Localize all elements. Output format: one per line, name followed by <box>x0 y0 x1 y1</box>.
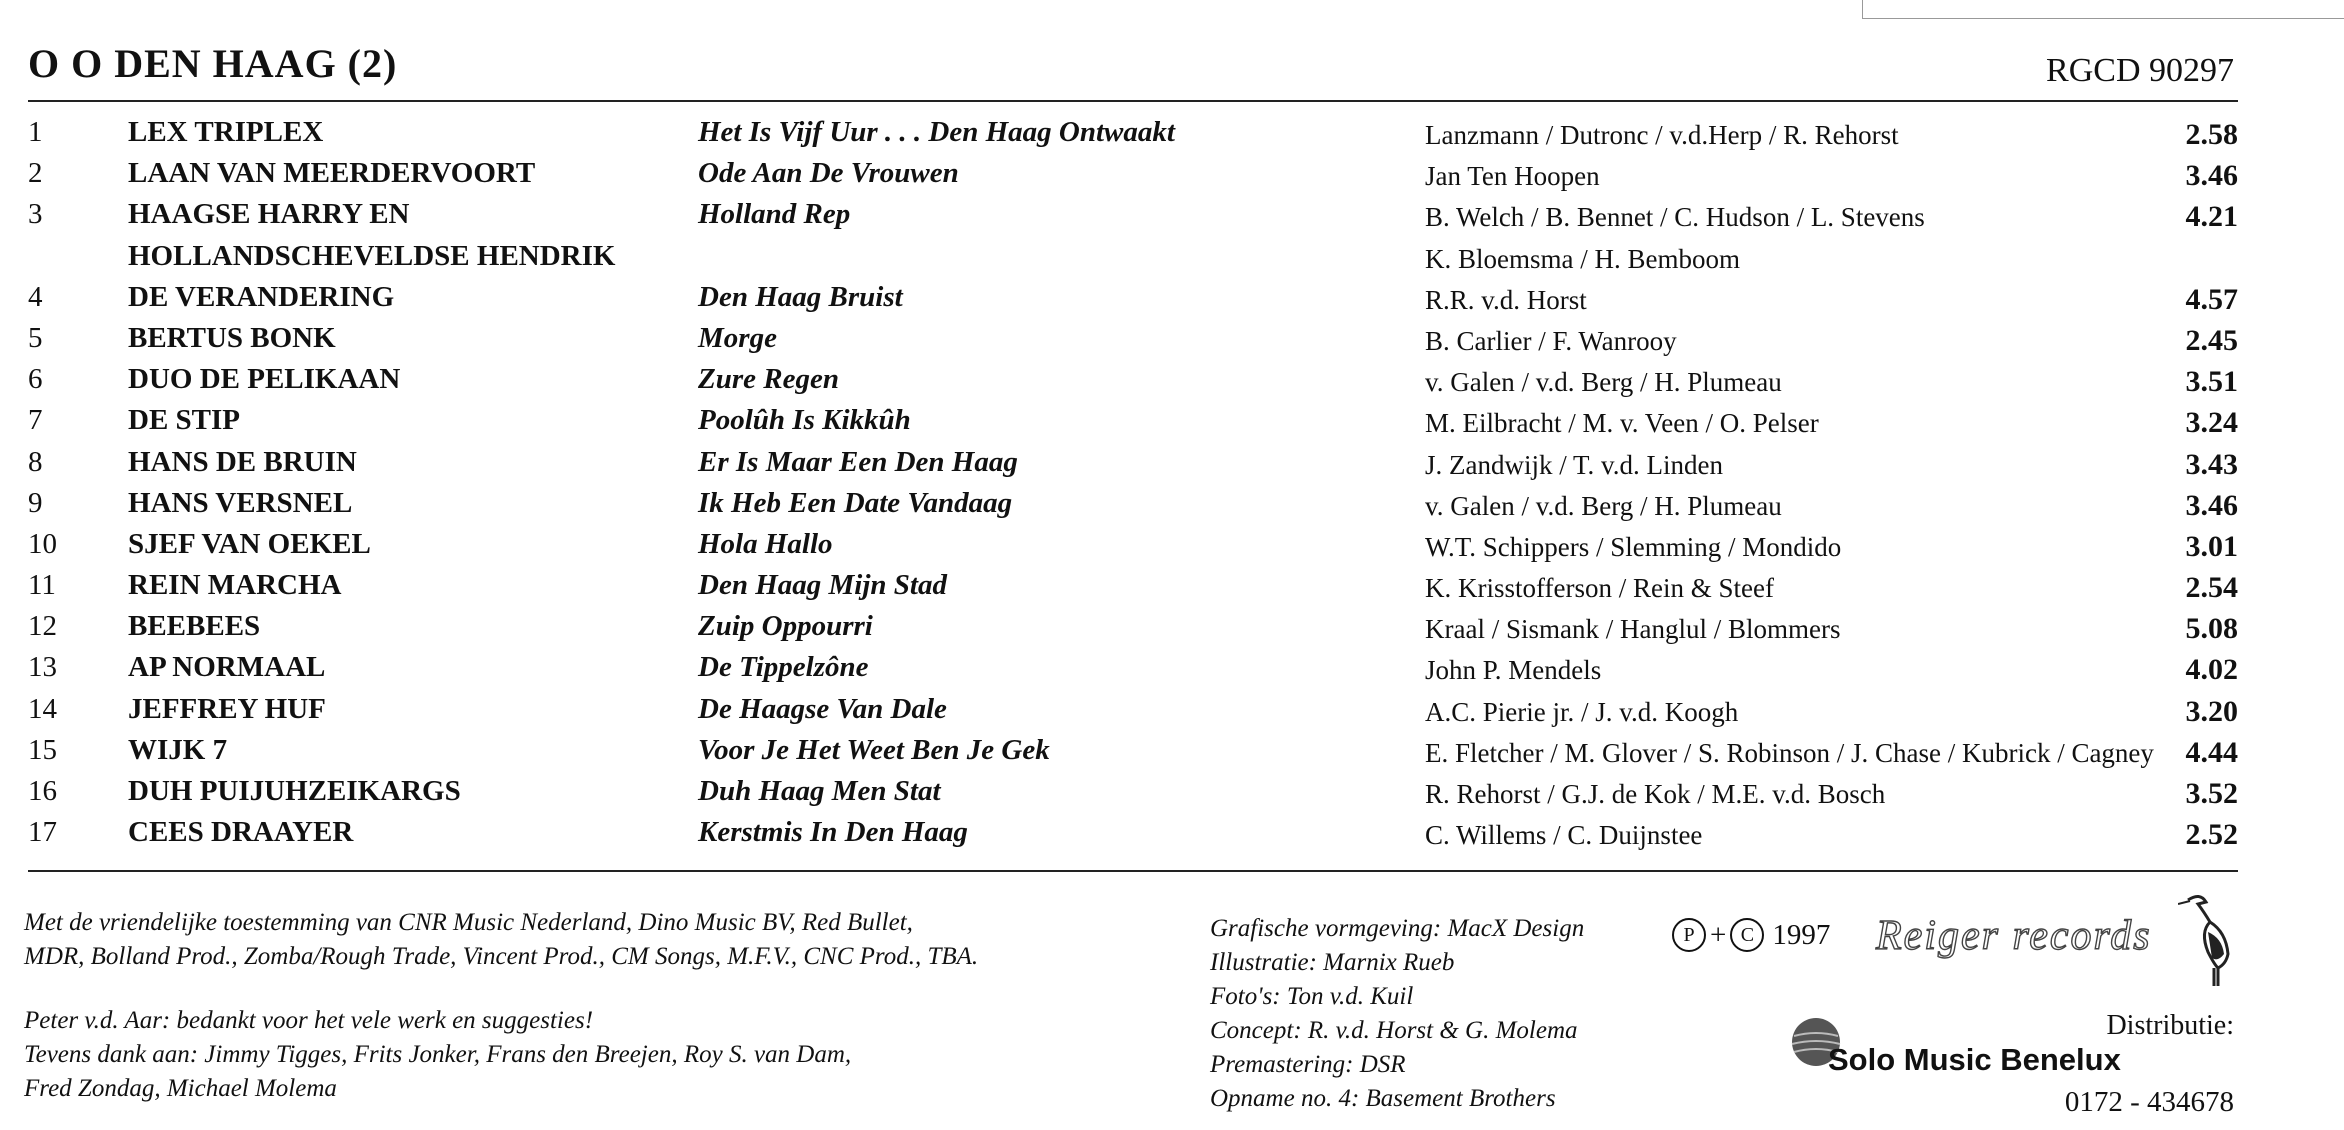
track-title: Den Haag Mijn Stad <box>698 569 947 602</box>
track-title: Morge <box>698 321 777 354</box>
track-row <box>0 483 2344 524</box>
track-writers: M. Eilbracht / M. v. Veen / O. Pelser <box>1425 408 1819 439</box>
track-artist: LEX TRIPLEX <box>128 116 324 148</box>
track-writers: Lanzmann / Dutronc / v.d.Herp / R. Rehorst <box>1425 120 1899 150</box>
album-title: O O DEN HAAG (2) <box>28 41 398 86</box>
track-number: 6 <box>28 363 43 396</box>
track-artist: DE VERANDERING <box>128 280 395 313</box>
track-number: 1 <box>28 116 43 148</box>
track-row <box>0 565 2344 606</box>
track-number: 4 <box>28 280 43 313</box>
track-number: 10 <box>28 527 57 560</box>
track-writers: K. Bloemsma / H. Bemboom <box>1425 243 1740 274</box>
track-writers: Jan Ten Hoopen <box>1425 161 1600 192</box>
tracklist <box>0 112 2344 853</box>
track-writers: R. Rehorst / G.J. de Kok / M.E. v.d. Bosch <box>1425 779 1886 809</box>
copyright-symbol: C <box>1730 918 1764 952</box>
track-title: Ik Heb Een Date Vandaag <box>698 486 1013 519</box>
track-row <box>0 812 2344 853</box>
track-title: Zuip Oppourri <box>698 610 873 643</box>
track-number: 2 <box>28 157 43 190</box>
track-row <box>0 236 2344 277</box>
track-row <box>0 194 2344 235</box>
track-artist: DUH PUIJUHZEIKARGS <box>128 775 461 807</box>
track-artist: HANS VERSNEL <box>128 486 353 519</box>
track-duration: 3.43 <box>2185 447 2238 481</box>
track-writers: C. Willems / C. Duijnstee <box>1425 820 1703 851</box>
track-duration: 5.08 <box>2185 612 2238 646</box>
track-duration: 2.58 <box>2185 118 2238 151</box>
track-artist: LAAN VAN MEERDERVOORT <box>128 157 536 190</box>
track-title: Het Is Vijf Uur . . . Den Haag Ontwaakt <box>698 116 1175 148</box>
track-duration: 4.21 <box>2185 200 2238 234</box>
track-writers: J. Zandwijk / T. v.d. Linden <box>1425 449 1723 480</box>
track-row <box>0 359 2344 400</box>
track-artist: DE STIP <box>128 404 241 437</box>
track-title: Poolûh Is Kikkûh <box>698 404 911 437</box>
track-number: 9 <box>28 486 43 519</box>
track-writers: v. Galen / v.d. Berg / H. Plumeau <box>1425 367 1782 398</box>
design-credit-line: Opname no. 4: Basement Brothers <box>1210 1085 1556 1112</box>
track-title: Er Is Maar Een Den Haag <box>698 445 1018 478</box>
track-row <box>0 442 2344 483</box>
distributor-phone: 0172 - 434678 <box>2064 1086 2234 1118</box>
permission-line: Met de vriendelijke toestemming van CNR Music Nederland, Dino Music BV, Red Bullet, <box>24 909 913 936</box>
design-credit-line: Illustratie: Marnix Rueb <box>1210 949 1455 976</box>
permission-line: MDR, Bolland Prod., Zomba/Rough Trade, Vincent Prod., CM Songs, M.F.V., CNC Prod., TBA. <box>24 943 979 970</box>
track-title: Hola Hallo <box>698 527 833 560</box>
track-number: 7 <box>28 404 43 437</box>
track-writers: A.C. Pierie jr. / J. v.d. Koogh <box>1425 696 1739 727</box>
track-writers: B. Welch / B. Bennet / C. Hudson / L. Stevens <box>1425 202 1925 233</box>
track-row <box>0 771 2344 812</box>
track-artist: WIJK 7 <box>128 733 228 766</box>
track-writers: v. Galen / v.d. Berg / H. Plumeau <box>1425 490 1782 521</box>
track-row <box>0 689 2344 730</box>
track-duration: 2.54 <box>2185 571 2238 605</box>
track-duration: 3.52 <box>2185 777 2238 810</box>
thanks-line: Peter v.d. Aar: bedankt voor het vele werk en suggesties! <box>24 1007 594 1034</box>
track-writers: Kraal / Sismank / Hanglul / Blommers <box>1425 614 1841 645</box>
track-writers: K. Krisstofferson / Rein & Steef <box>1425 573 1774 604</box>
track-row <box>0 112 2344 153</box>
track-duration: 3.46 <box>2185 488 2238 522</box>
top-divider <box>28 100 2238 102</box>
track-artist: CEES DRAAYER <box>128 816 354 849</box>
track-number: 16 <box>28 775 57 807</box>
catalog-number: RGCD 90297 <box>2046 52 2234 89</box>
track-row <box>0 606 2344 647</box>
track-duration: 4.57 <box>2185 282 2238 316</box>
track-row <box>0 153 2344 194</box>
track-title: Kerstmis In Den Haag <box>698 816 968 849</box>
bottom-divider <box>28 870 2238 872</box>
track-writers: B. Carlier / F. Wanrooy <box>1425 325 1677 356</box>
track-duration: 2.52 <box>2185 818 2238 852</box>
track-artist: AP NORMAAL <box>128 651 326 684</box>
design-credits <box>1210 912 1584 1116</box>
track-artist: REIN MARCHA <box>128 569 342 602</box>
copyright-notice <box>1672 918 1830 952</box>
scan-edge <box>1862 0 2344 19</box>
track-duration: 4.44 <box>2185 735 2238 769</box>
track-row <box>0 730 2344 771</box>
thanks-line: Fred Zondag, Michael Molema <box>24 1075 337 1102</box>
copyright-year: 1997 <box>1772 918 1831 951</box>
track-number: 3 <box>28 198 43 231</box>
track-title: De Haagse Van Dale <box>698 692 947 725</box>
track-row <box>0 318 2344 359</box>
track-artist: SJEF VAN OEKEL <box>128 527 371 560</box>
scan-edge-vertical <box>1862 0 1863 18</box>
track-artist: BEEBEES <box>128 610 261 643</box>
track-writers: E. Fletcher / M. Glover / S. Robinson / J. Chase / Kubrick / Cagney <box>1425 737 2154 768</box>
track-title: Zure Regen <box>698 363 839 396</box>
track-row <box>0 277 2344 318</box>
track-writers: W.T. Schippers / Slemming / Mondido <box>1425 531 1842 562</box>
copyright-plus: + <box>1710 918 1727 951</box>
track-duration: 2.45 <box>2185 323 2238 357</box>
track-number: 11 <box>28 569 56 602</box>
track-duration: 3.24 <box>2185 406 2238 440</box>
track-number: 15 <box>28 733 57 766</box>
track-number: 13 <box>28 651 57 684</box>
track-duration: 4.02 <box>2185 653 2238 687</box>
track-number: 17 <box>28 816 57 849</box>
distributor-name: Solo Music Benelux <box>1828 1042 2121 1077</box>
reiger-records-logo: Reiger records <box>1876 913 2152 959</box>
track-number: 8 <box>28 445 43 478</box>
track-artist: HANS DE BRUIN <box>128 445 357 478</box>
track-duration: 3.46 <box>2185 159 2238 193</box>
track-title: Holland Rep <box>698 198 851 231</box>
track-artist: JEFFREY HUF <box>128 692 326 725</box>
thanks-line: Tevens dank aan: Jimmy Tigges, Frits Jonker, Frans den Breejen, Roy S. van Dam, <box>24 1041 852 1068</box>
track-title: Voor Je Het Weet Ben Je Gek <box>698 733 1050 766</box>
track-row <box>0 647 2344 688</box>
track-number: 12 <box>28 610 57 643</box>
track-writers: R.R. v.d. Horst <box>1425 284 1587 315</box>
track-artist: HAAGSE HARRY EN <box>128 198 410 231</box>
design-credit-line: Foto's: Ton v.d. Kuil <box>1210 983 1414 1010</box>
track-title: Duh Haag Men Stat <box>698 775 941 807</box>
design-credit-line: Premastering: DSR <box>1210 1051 1406 1078</box>
heron-icon <box>2178 892 2238 988</box>
track-number: 14 <box>28 692 57 725</box>
track-duration: 3.01 <box>2185 529 2238 563</box>
track-title: Den Haag Bruist <box>698 280 903 313</box>
phonogram-symbol: P <box>1672 918 1706 952</box>
track-artist: DUO DE PELIKAAN <box>128 363 401 396</box>
track-artist: HOLLANDSCHEVELDSE HENDRIK <box>128 239 616 272</box>
track-row <box>0 400 2344 441</box>
track-writers: John P. Mendels <box>1425 655 1602 686</box>
design-credit-line: Grafische vormgeving: MacX Design <box>1210 915 1585 942</box>
track-number: 5 <box>28 321 43 354</box>
track-artist: BERTUS BONK <box>128 321 336 354</box>
track-row <box>0 524 2344 565</box>
track-title: Ode Aan De Vrouwen <box>698 157 959 190</box>
design-credit-line: Concept: R. v.d. Horst & G. Molema <box>1210 1017 1578 1044</box>
distribution-label: Distributie: <box>2106 1010 2234 1041</box>
track-title: De Tippelzône <box>698 651 869 684</box>
credits-block <box>24 906 978 1106</box>
track-duration: 3.20 <box>2185 694 2238 728</box>
track-duration: 3.51 <box>2185 365 2238 399</box>
